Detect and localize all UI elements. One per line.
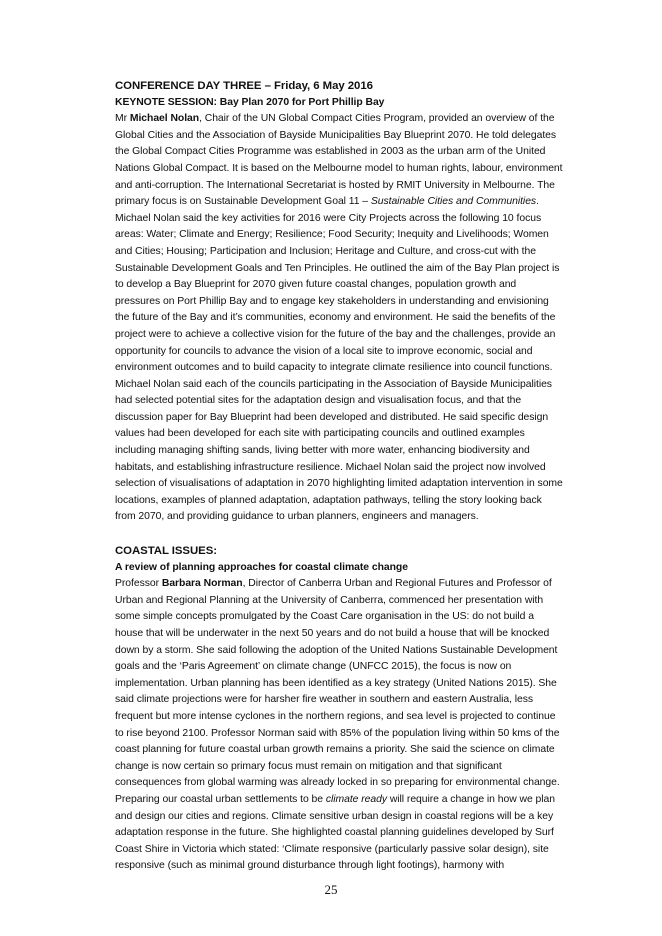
conference-day-heading: CONFERENCE DAY THREE – Friday, 6 May 2016 (115, 80, 373, 92)
coastal-issues-heading: COASTAL ISSUES: (115, 545, 217, 558)
page-number: 25 (324, 882, 338, 897)
para-italic-text: Sustainable Cities and Communities (370, 196, 537, 208)
coastal-paragraph (115, 576, 563, 875)
para-italic-text: climate ready (325, 793, 387, 805)
keynote-session-title: KEYNOTE SESSION: Bay Plan 2070 for Port Phillip Bay (115, 96, 385, 108)
para-text: , Director of Canberra Urban and Regional Futures and Professor of Urban and Regional Planning at the University of Canberra, commenced her presentation with some simple concepts promulgated by the Coast Care organisation in the US: do not build a house that will be underwater in the next 50 years and do not build a house that will be knocked down by a storm. She said following the adoption of the United Nations Sustainable Development goals and the ‘Paris Agreement’ on climate change (UNFCC 2015), the focus is now on implementation. Urban planning has been identified as a key strategy (United Nations 2015). She said climate projections were for harsher fire weather in southern and eastern Australia, less frequent but more intense cyclones in the northern regions, and sea level is projected to continue to rise beyond 2100. Professor Norman said with 85% of the population living within 50 kms of the coast planning for future coastal urban growth remains a priority. She said the science on climate change is now certain so primary focus must remain on mitigation and that significant consequences from global warming was already locked in so preparing for environmental change. Preparing our coastal urban settlements to be (115, 578, 560, 805)
para-text: . Michael Nolan said the key activities for 2016 were City Projects across the following 10 focus areas: Water; Climate and Energy; Resilience; Food Security; Inequity and Livelihoods; Women and Cities; Housing; Participation and Inclusion; Heritage and Culture, and cross-cut with the Sustainable Development Goals and Ten Principles. He outlined the aim of the Bay Plan project is to develop a Bay Blueprint for 2070 given future coastal changes, population growth and pressures on Port Phillip Bay and to engage key stakeholders in understanding and envisioning the future of the Bay and it’s communities, economy and environment. He said the benefits of the project were to achieve a collective vision for the future of the bay and the challenges, provide an opportunity for councils to advance the vision of a local site to improve economic, social and environment outcomes and to build capacity to integrate climate resilience into council functions. Michael Nolan said each of the councils participating in the Association of Bayside Municipalities had selected potential sites for the adaptation design and visualisation focus, and that the discussion paper for Bay Blueprint had been developed and distributed. He said specific design values had been developed for each site with participating councils and outlined examples including managing shifting sands, living better with more water, enhancing biodiversity and habitats, and establishing infrastructure resilience. Michael Nolan said the project now involved selection of visualisations of adaptation in 2070 highlighting limited adaptation intervention in some locations, examples of planned adaptation, adaptation pathways, telling the story looking back from 2070, and providing guidance to urban planners, engineers and managers. (115, 196, 563, 523)
para-prefix: Professor (115, 578, 162, 590)
speaker-name: Barbara Norman (161, 578, 243, 590)
keynote-paragraph (115, 111, 563, 526)
page-content (115, 78, 563, 875)
para-text: , Chair of the UN Global Compact Cities Program, provided an overview of the Global Cities and the Association of Bayside Municipalities Bay Blueprint 2070. He told delegates the Global Compact Cities Programme was established in 2003 as the urban arm of the United Nations Global Compact. It is based on the Melbourne model to human rights, labour, environment and anti-corruption. The International Secretariat is hosted by RMIT University in Melbourne. The primary focus is on Sustainable Development Goal 11 – (115, 113, 563, 208)
speaker-name: Michael Nolan (129, 113, 200, 125)
para-text: will require a change in how we plan and design our cities and regions. Climate sensitive urban design in coastal regions will be a key adaptation response in the future. She highlighted coastal planning guidelines developed by Surf Coast Shire in Victoria which stated: ‘Climate responsive (particularly passive solar design), site responsive (such as minimal ground disturbance through light footings), harmony with (115, 793, 555, 872)
coastal-review-subheading: A review of planning approaches for coastal climate change (115, 561, 408, 573)
para-prefix: Mr (115, 113, 130, 125)
